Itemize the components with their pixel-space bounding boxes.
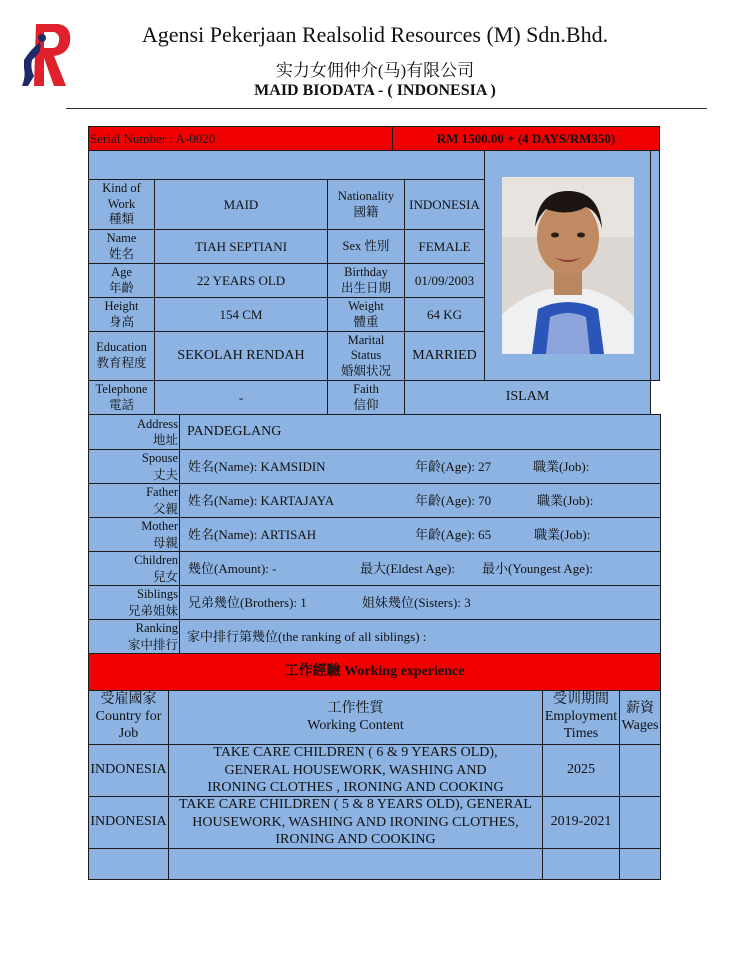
experience-content (168, 848, 543, 880)
telephone-value: - (154, 380, 328, 415)
spacer-row (88, 150, 485, 180)
experience-wages (619, 796, 661, 849)
age-value: 22 YEARS OLD (154, 263, 328, 298)
age-label: Age 年齡 (88, 263, 155, 298)
experience-wages (619, 848, 661, 880)
siblings-sisters: 姐妹幾位(Sisters): 3 (362, 594, 471, 610)
nationality-label: Nationality 國籍 (327, 179, 405, 230)
spouse-age: 年齡(Age): 27 (415, 458, 492, 474)
spouse-job: 職業(Job): (533, 458, 590, 474)
spouse-row (179, 449, 661, 484)
address-label: Address 地址 (88, 414, 180, 450)
experience-content: TAKE CARE CHILDREN ( 5 & 8 YEARS OLD), GENERAL HOUSEWORK, WASHING AND IRONING CLOTHES, IRONING AND COOKING (168, 796, 543, 849)
experience-times: 2019-2021 (542, 796, 620, 849)
kind-of-work-label: Kind of Work 種類 (88, 179, 155, 230)
marital-status-value: MARRIED (404, 331, 485, 381)
experience-country (88, 848, 169, 880)
price: RM 1500.00 + (4 DAYS/RM350) (392, 126, 660, 151)
experience-wages (619, 744, 661, 797)
serial-number: Serial Number : A-0020 (88, 126, 393, 151)
faith-label: Faith 信仰 (327, 380, 405, 415)
candidate-photo (502, 177, 634, 354)
mother-name: 姓名(Name): ARTISAH (188, 526, 317, 542)
siblings-row (179, 585, 661, 620)
ranking-label: Ranking 家中排行 (88, 619, 180, 654)
spouse-label: Spouse 丈夫 (88, 449, 180, 484)
document-title: MAID BIODATA - ( INDONESIA ) (254, 82, 496, 99)
ranking-value: 家中排行第幾位(the ranking of all siblings) : (179, 619, 661, 654)
father-age: 年齡(Age): 70 (415, 492, 492, 508)
country-column-header: 受雇國家 Country for Job (88, 690, 169, 745)
sex-label: Sex 性別 (327, 229, 405, 264)
children-eldest: 最大(Eldest Age): (360, 560, 455, 576)
education-label: Education 教育程度 (88, 331, 155, 381)
experience-content: TAKE CARE CHILDREN ( 6 & 9 YEARS OLD), GENERAL HOUSEWORK, WASHING AND IRONING CLOTHES , IRONING AND COOKING (168, 744, 543, 797)
photo-edge (650, 150, 660, 381)
experience-times (542, 848, 620, 880)
experience-country: INDONESIA (88, 796, 169, 849)
wages-column-header: 薪資 Wages (619, 690, 661, 745)
experience-times: 2025 (542, 744, 620, 797)
address-value: PANDEGLANG (179, 414, 661, 450)
nationality-value: INDONESIA (404, 179, 485, 230)
children-youngest: 最小(Youngest Age): (482, 560, 593, 576)
height-label: Height 身高 (88, 297, 155, 332)
content-column-header: 工作性質 Working Content (168, 690, 543, 745)
birthday-value: 01/09/2003 (404, 263, 485, 298)
sex-value: FEMALE (404, 229, 485, 264)
telephone-label: Telephone 電話 (88, 380, 155, 415)
height-value: 154 CM (154, 297, 328, 332)
working-experience-title: 工作經驗 Working experience (88, 653, 661, 691)
children-label: Children 兒女 (88, 551, 180, 586)
mother-age: 年齡(Age): 65 (415, 526, 492, 542)
weight-value: 64 KG (404, 297, 485, 332)
father-label: Father 父親 (88, 483, 180, 518)
name-value: TIAH SEPTIANI (154, 229, 328, 264)
faith-value: ISLAM (404, 380, 651, 415)
mother-label: Mother 母親 (88, 517, 180, 552)
children-row (179, 551, 661, 586)
mother-row (179, 517, 661, 552)
experience-country: INDONESIA (88, 744, 169, 797)
mother-job: 職業(Job): (534, 526, 591, 542)
company-name-chinese: 实力女佣仲介(马)有限公司 (275, 61, 475, 80)
children-amount: 幾位(Amount): - (188, 560, 277, 576)
kind-of-work-value: MAID (154, 179, 328, 230)
birthday-label: Birthday 出生日期 (327, 263, 405, 298)
father-job: 職業(Job): (537, 492, 594, 508)
marital-status-label: Marital Status 婚姻状况 (327, 331, 405, 381)
weight-label: Weight 體重 (327, 297, 405, 332)
spouse-name: 姓名(Name): KAMSIDIN (188, 458, 326, 474)
siblings-brothers: 兄弟幾位(Brothers): 1 (188, 594, 307, 610)
times-column-header: 受训期間 Employment Times (542, 690, 620, 745)
name-label: Name 姓名 (88, 229, 155, 264)
education-value: SEKOLAH RENDAH (154, 331, 328, 381)
father-row (179, 483, 661, 518)
siblings-label: Siblings 兄弟姐妹 (88, 585, 180, 620)
company-name: Agensi Pekerjaan Realsolid Resources (M) Sdn.Bhd. (141, 22, 609, 47)
header-divider (66, 108, 707, 109)
father-name: 姓名(Name): KARTAJAYA (188, 492, 335, 508)
